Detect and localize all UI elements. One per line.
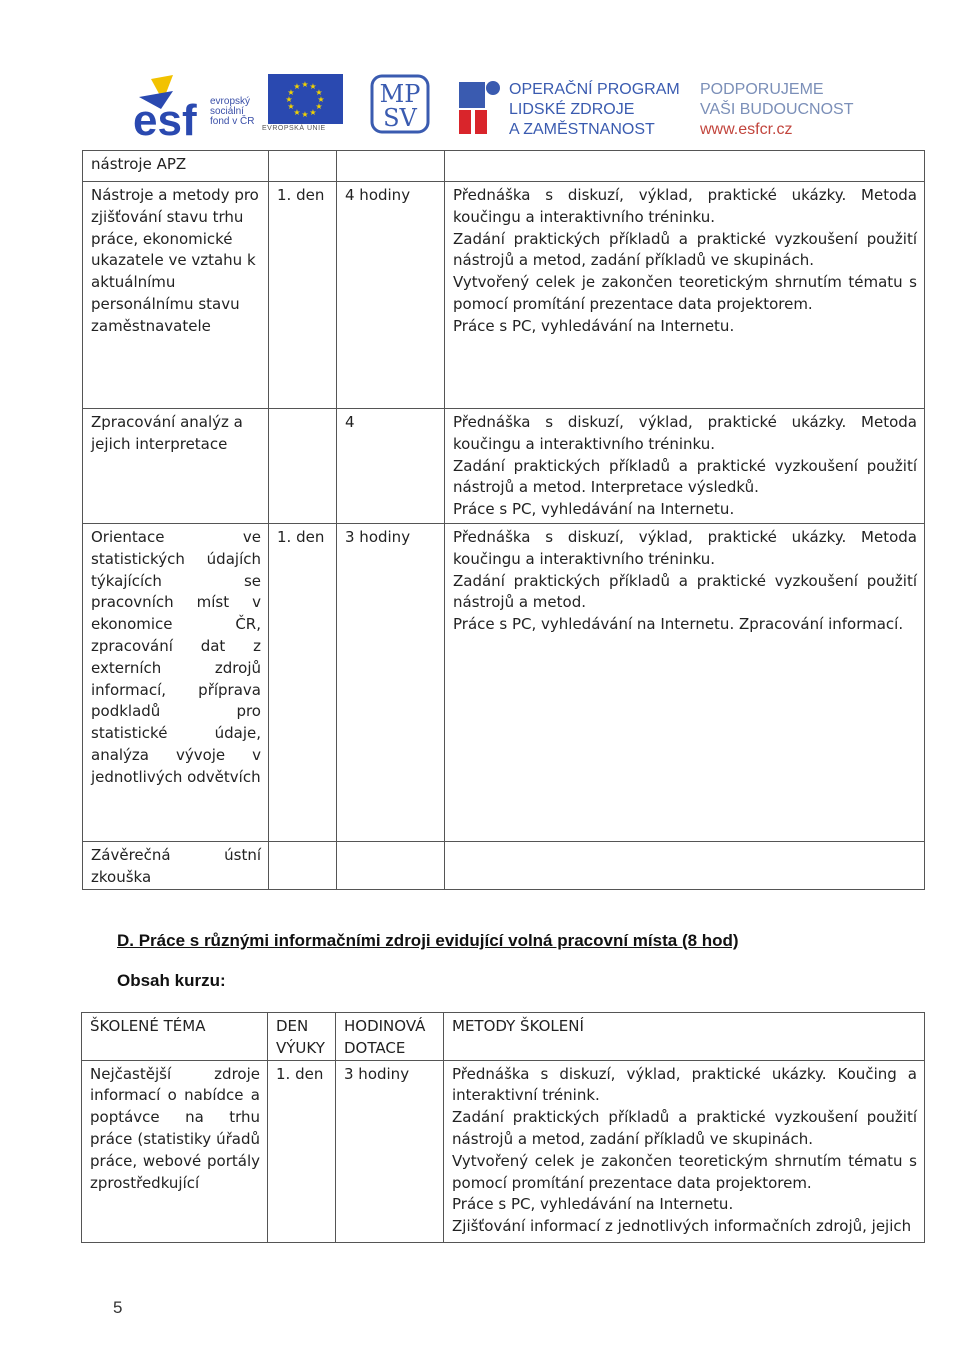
day-cell [269,151,337,182]
svg-text:★: ★ [309,108,317,117]
eu-caption: EVROPSKÁ UNIE [262,125,326,132]
day-cell: 1. den [269,182,337,409]
hours-cell: 3 hodiny [336,1060,444,1242]
table-row [83,409,925,524]
day-cell [269,842,337,890]
mpsv-logo [370,74,430,134]
table-header-row [82,1013,925,1061]
course-table-2 [81,1012,925,1243]
section-title: D. Práce s různými informačními zdroji evidující volná pracovní místa (8 hod) [117,931,739,950]
course-table-1 [82,150,925,890]
svg-text:★: ★ [293,108,301,117]
slogan: PODPORUJEME VAŠI BUDOUCNOST www.esfcr.cz [700,81,854,138]
svg-text:★: ★ [317,95,325,104]
table-row [83,151,925,182]
table-row [83,842,925,890]
hours-cell: 4 [337,409,445,524]
svg-text:★: ★ [287,102,295,111]
hours-cell [337,151,445,182]
methods-cell [445,151,925,182]
day-cell: 1. den [269,524,337,842]
hours-cell [337,842,445,890]
eu-flag-logo [268,74,343,124]
topic-cell: nástroje APZ [83,151,269,182]
methods-cell: Přednáška s diskuzí, výklad, praktické ukázky. Metoda koučingu a interaktivního tréninku. Zadání praktických příkladů a praktické vyzkoušení použití nástrojů a metod. Interpretace výsledků. Práce s PC, vyhledávání na Internetu. [445,409,925,524]
day-cell: 1. den [268,1060,336,1242]
topic-cell: Nejčastější zdroje informací o nabídce a poptávce na trhu práce (statistiky úřadů práce, webové portály zprostředkující [82,1060,268,1242]
svg-text:★: ★ [315,88,323,97]
svg-text:★: ★ [309,82,317,91]
topic-cell: Závěrečná ústní zkouška [83,842,269,890]
header-topic: ŠKOLENÉ TÉMA [82,1013,268,1061]
svg-text:★: ★ [315,102,323,111]
topic-cell: Nástroje a metody pro zjišťování stavu trhu práce, ekonomické ukazatele ve vztahu k aktuálnímu personálnímu stavu zaměstnavatele [83,182,269,409]
topic-cell: Orientace ve statistických údajích týkajících se pracovních míst v ekonomice ČR, zpracování dat z externích zdrojů informací, příprava podkladů pro statistické údaje, analýza vývoje v jednotlivých odvětvích [83,524,269,842]
header-methods: METODY ŠKOLENÍ [444,1013,925,1061]
table-row [83,182,925,409]
header-hours: HODINOVÁ DOTACE [336,1013,444,1061]
page-number: 5 [113,1298,123,1317]
op-program-name: OPERAČNÍ PROGRAM LIDSKÉ ZDROJE A ZAMĚSTNANOST [509,81,680,138]
methods-cell: Přednáška s diskuzí, výklad, praktické ukázky. Metoda koučingu a interaktivního tréninku. Zadání praktických příkladů a praktické vyzkoušení použití nástrojů a metod. Práce s PC, vyhledávání na Internetu. Zpracování informací. [445,524,925,842]
topic-cell: Zpracování analýz a jejich interpretace [83,409,269,524]
svg-text:★: ★ [285,95,293,104]
svg-text:SV: SV [383,104,417,132]
methods-cell: Přednáška s diskuzí, výklad, praktické ukázky. Koučing a interaktivní trénink. Zadání praktických příkladů a praktické vyzkoušení použití nástrojů a metod, zadání příkladů ve skupinách. Vytvořený celek je zakončen teoretickým shrnutím tématu s pomocí promítání prezentace data projektorem. Práce s PC, vyhledávání na Internetu. Zjišťování informací z jednotlivých informačních zdrojů, jejich [444,1060,925,1242]
svg-text:esf: esf [133,96,197,137]
svg-text:★: ★ [287,88,295,97]
methods-cell: Přednáška s diskuzí, výklad, praktické ukázky. Metoda koučingu a interaktivního tréninku. Zadání praktických příkladů a praktické vyzkoušení použití nástrojů a metod, zadání příkladů ve skupinách. Vytvořený celek je zakončen teoretickým shrnutím tématu s pomocí promítání prezentace data projektorem. Práce s PC, vyhledávání na Internetu. [445,182,925,409]
svg-text:★: ★ [293,82,301,91]
hours-cell: 4 hodiny [337,182,445,409]
day-cell [269,409,337,524]
op-lzz-logo [457,76,501,136]
esf-logo-text: evropský sociální fond v ČR [210,96,255,127]
course-content-heading: Obsah kurzu: [117,971,226,990]
table-row [82,1060,925,1242]
header-day: DEN VÝUKY [268,1013,336,1061]
hours-cell: 3 hodiny [337,524,445,842]
methods-cell [445,842,925,890]
svg-text:MP: MP [379,80,421,108]
table-row [83,524,925,842]
esf-url-link[interactable]: www.esfcr.cz [700,121,793,138]
svg-text:★: ★ [301,80,309,89]
svg-text:★: ★ [301,110,309,119]
